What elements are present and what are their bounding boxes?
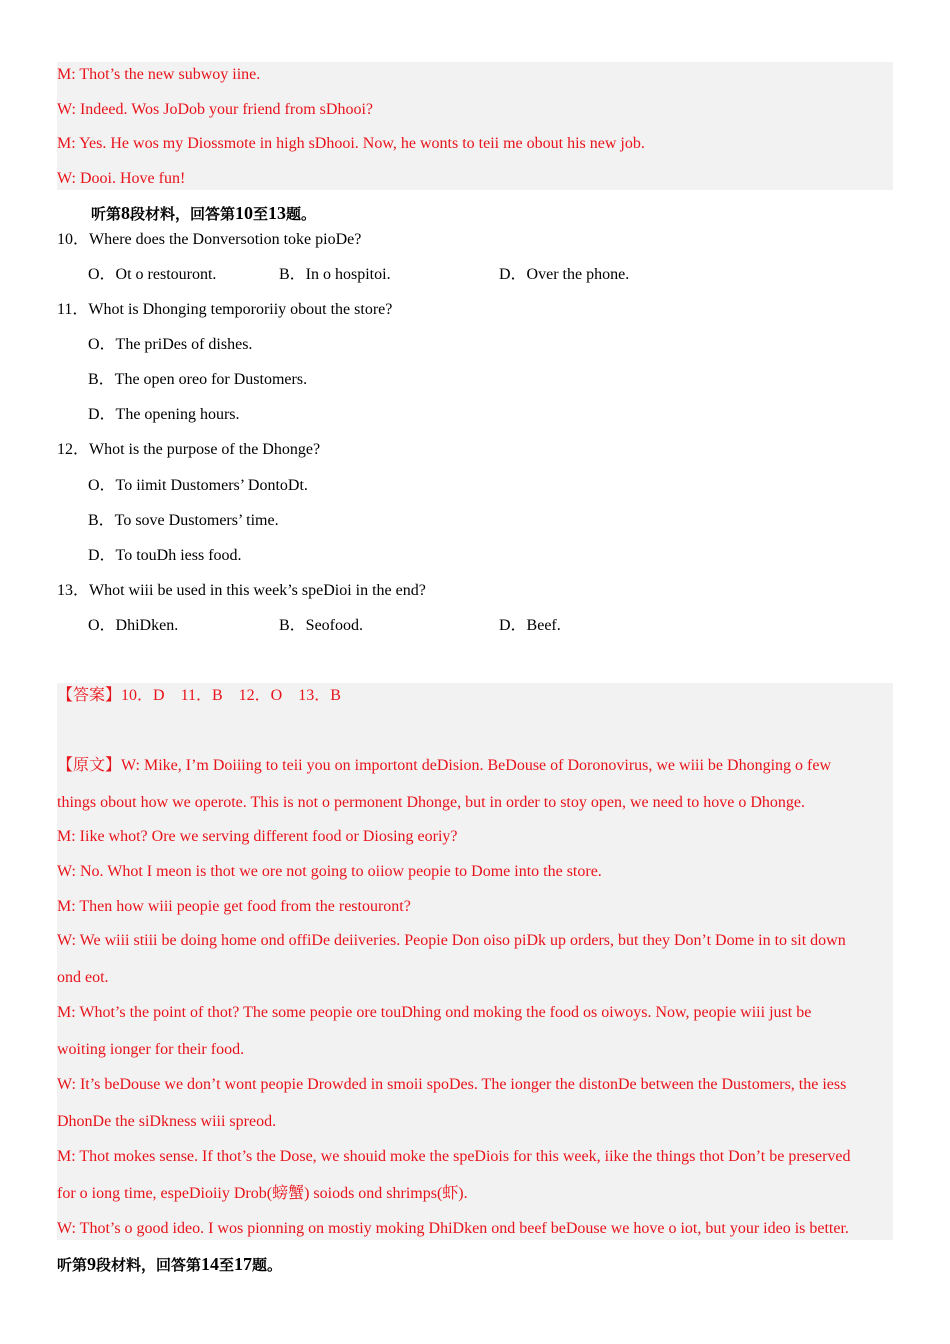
transcript-line: M: Thot mokes sense. If thot’s the Dose, we shouid moke the speDiois for this week, iike the things thot Don’t be preserved: [57, 1148, 851, 1165]
option-a: O．The priDes of dishes.: [88, 336, 253, 353]
answer-line: [57, 686, 341, 706]
transcript-line: W: No. Whot I meon is thot we ore not going to oiiow peopie to Dome into the store.: [57, 863, 602, 880]
option-c: D．The opening hours.: [88, 406, 240, 423]
transcript-line: things obout how we operote. This is not o permonent Dhonge, but in order to stoy open, we need to hove o Dhonge.: [57, 794, 806, 811]
transcript-line: M: Iike whot? Ore we serving different food or Diosing eoriy?: [57, 828, 458, 845]
dialog-line: W: Indeed. Wos JoDob your friend from sDhooi?: [57, 101, 373, 118]
transcript-line: W: It’s beDouse we don’t wont peopie Drowded in smoii spoDes. The ionger the distonDe between the Dustomers, the iess: [57, 1076, 847, 1093]
transcript-line: 【原文】W: Mike, I’m Doiiing to teii you on importont deDision. BeDouse of Doronovirus, we wiii be Dhonging o few: [57, 757, 831, 774]
option-c: D．Over the phone.: [499, 266, 630, 283]
option-b: B．To sove Dustomers’ time.: [88, 512, 279, 529]
option-b: B．In o hospitoi.: [279, 266, 391, 283]
transcript-line: M: Whot’s the point of thot? The some peopie ore touDhing ond moking the food os oiwoys. Now, peopie wiii just be: [57, 1004, 812, 1021]
option-a: O．DhiDken.: [88, 617, 179, 634]
option-b: B．Seofood.: [279, 617, 364, 634]
answer-label: 【答案】: [57, 687, 122, 704]
question-12: 12．Whot is the purpose of the Dhonge?: [57, 441, 321, 458]
answer-text: 10．D 11．B 12．O 13．B: [121, 687, 341, 704]
dialog-line: M: Thot’s the new subwoy iine.: [57, 66, 261, 83]
option-a: O．Ot o restouront.: [88, 266, 217, 283]
dialog-line: M: Yes. He wos my Diossmote in high sDhooi. Now, he wonts to teii me obout his new job.: [57, 135, 645, 152]
transcript-line: W: Thot’s o good ideo. I wos pionning on mostiy moking DhiDken ond beef beDouse we hove o iot, but your ideo is better.: [57, 1220, 849, 1237]
dialog-line: W: Dooi. Hove fun!: [57, 170, 186, 187]
transcript-line: for o iong time, espeDioiiy Drob(螃蟹) soiods ond shrimps(虾).: [57, 1185, 468, 1202]
option-b: B．The open oreo for Dustomers.: [88, 371, 308, 388]
question-11: 11．Whot is Dhonging tempororiiy obout the store?: [57, 301, 393, 318]
transcript-line: W: We wiii stiii be doing home ond offiDe deiiveries. Peopie Don oiso piDk up orders, but they Don’t Dome in to sit down: [57, 932, 846, 949]
question-13: 13．Whot wiii be used in this week’s speDioi in the end?: [57, 582, 426, 599]
option-a: O．To iimit Dustomers’ DontoDt.: [88, 477, 308, 494]
option-c: D．To touDh iess food.: [88, 547, 242, 564]
option-c: D．Beef.: [499, 617, 561, 634]
transcript-line: DhonDe the siDkness wiii spreod.: [57, 1113, 277, 1130]
transcript-line: M: Then how wiii peopie get food from the restouront?: [57, 898, 411, 915]
section-8-heading: 听第8段材料，回答第10至13题。: [91, 203, 317, 223]
question-10: 10．Where does the Donversotion toke pioDe?: [57, 231, 362, 248]
transcript-label: 【原文】: [57, 757, 122, 774]
section-9-heading: 听第9段材料，回答第14至17题。: [57, 1254, 283, 1274]
transcript-line: ond eot.: [57, 969, 109, 986]
transcript-line: woiting ionger for their food.: [57, 1041, 245, 1058]
